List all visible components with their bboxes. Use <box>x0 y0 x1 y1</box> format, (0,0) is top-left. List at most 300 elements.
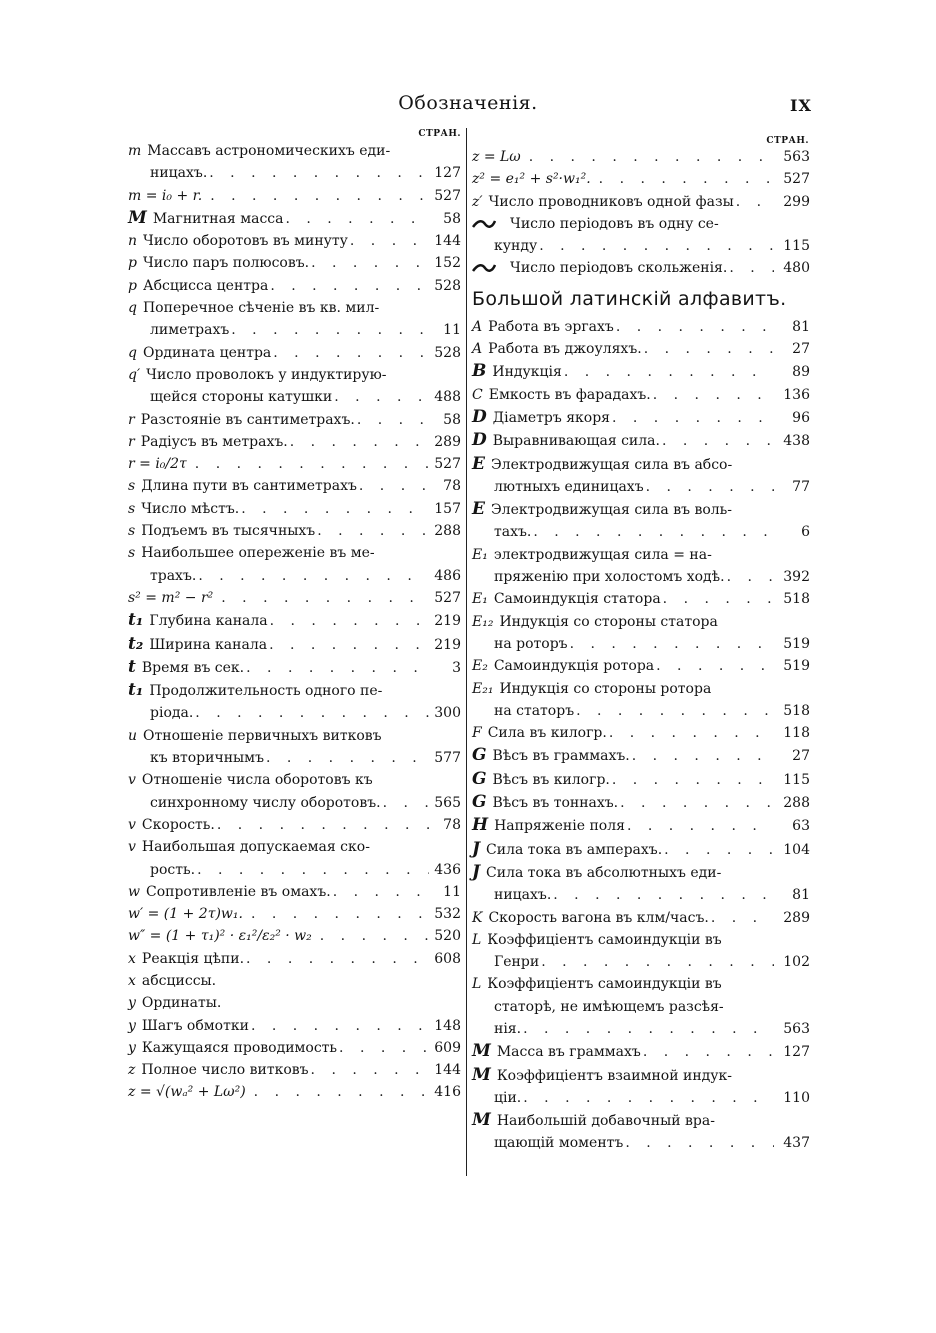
leader-dots <box>539 235 774 257</box>
entry-symbol: G <box>472 745 487 766</box>
entry-page: 486 <box>434 567 461 584</box>
entry-page: 148 <box>434 1017 461 1034</box>
index-entry <box>472 360 810 383</box>
entry-symbol: x <box>128 972 136 989</box>
entry-page: 520 <box>434 928 461 945</box>
entry-symbol: y <box>128 995 136 1012</box>
entry-text: Коэффиціентъ взаимной индук- <box>496 1067 733 1084</box>
entry-page: 89 <box>792 364 810 381</box>
entry-symbol: B <box>472 361 487 382</box>
entry-symbol: t₂ <box>128 633 144 654</box>
leader-dots <box>736 191 774 213</box>
leader-dots <box>627 815 774 837</box>
entry-text: Индукція со стороны ротора <box>499 680 712 697</box>
entry-symbol: A <box>472 318 483 335</box>
entry-page: 518 <box>783 591 810 608</box>
entry-page: 58 <box>443 210 461 227</box>
entry-line <box>128 903 461 925</box>
entry-text: ницахъ. <box>150 165 208 182</box>
entry-symbol: J <box>472 861 481 882</box>
entry-page: 288 <box>783 795 810 812</box>
index-entry <box>128 769 461 814</box>
entry-text: Выравнивающая сила. <box>492 433 660 450</box>
entry-line <box>472 406 810 429</box>
entry-symbol: s <box>128 545 136 562</box>
wave-icon <box>472 257 504 279</box>
entry-text: Подъемъ въ тысячныхъ <box>141 523 316 540</box>
entry-symbol: s <box>128 478 136 495</box>
entry-symbol: z = Lω <box>472 149 521 165</box>
entry-text: Кажущаяся проводимость <box>141 1039 338 1056</box>
entry-line <box>128 1059 461 1081</box>
entry-text: Емкость въ фарадахъ. <box>488 386 651 403</box>
entry-text: Ордината центра <box>142 344 272 361</box>
index-entry <box>472 973 810 1040</box>
index-entry <box>472 168 810 190</box>
entry-page: 480 <box>783 260 810 277</box>
entry-symbol: A <box>472 341 483 358</box>
entry-line <box>128 881 461 903</box>
entry-line <box>472 1018 810 1040</box>
entry-text: кунду <box>494 238 538 255</box>
entry-text: Коэффиціентъ самоиндукціи въ <box>487 976 722 993</box>
entry-symbol: p <box>128 277 137 294</box>
index-entry <box>472 1040 810 1063</box>
entry-symbol: r <box>128 433 135 450</box>
entry-page: 152 <box>434 255 461 272</box>
entry-text: ціи. <box>494 1089 522 1106</box>
entry-page: 438 <box>783 433 810 450</box>
entry-text: Число паръ полюсовъ. <box>142 255 310 272</box>
entry-text: Поперечное сѣченіе въ кв. мил- <box>142 300 380 317</box>
entry-line <box>472 498 810 521</box>
index-entry <box>128 520 461 542</box>
entry-line <box>128 1037 461 1059</box>
index-entry <box>128 814 461 836</box>
entry-text: Число періодовъ въ одну се- <box>510 215 719 232</box>
leader-dots <box>270 275 429 297</box>
entry-text: Самоиндукція статора <box>493 591 661 608</box>
entry-line <box>472 316 810 338</box>
index-entry <box>472 588 810 610</box>
entry-page: 27 <box>792 748 810 765</box>
entry-line <box>472 884 810 906</box>
entry-line <box>128 498 461 520</box>
entry-text: Магнитная масса <box>152 210 284 227</box>
leader-dots <box>195 453 429 475</box>
entry-text: абсциссы. <box>141 972 217 989</box>
index-entry <box>472 929 810 974</box>
entry-line <box>472 146 810 168</box>
entry-symbol: n <box>128 233 138 250</box>
entry-text: Работа въ эргахъ <box>488 318 614 335</box>
index-entry <box>472 257 810 279</box>
leader-dots <box>266 747 429 769</box>
leader-dots <box>270 610 429 632</box>
entry-symbol: t₁ <box>128 610 144 631</box>
entry-text: Время въ сек. <box>141 659 245 676</box>
entry-line <box>472 973 810 995</box>
leader-dots <box>553 884 774 906</box>
entry-page: 104 <box>783 841 810 858</box>
entry-symbol: E <box>472 453 485 474</box>
index-entry <box>128 656 461 679</box>
entry-symbol: L <box>472 976 482 993</box>
entry-page: 58 <box>443 411 461 428</box>
entry-symbol: u <box>128 727 138 744</box>
leader-dots <box>254 1081 429 1103</box>
leader-dots <box>570 633 774 655</box>
entry-symbol: z <box>128 1062 136 1079</box>
entry-line <box>128 386 461 408</box>
entry-symbol: G <box>472 792 487 813</box>
entry-text: Коэффиціентъ самоиндукціи въ <box>487 931 722 948</box>
entry-text: Продолжительность одного пе- <box>149 683 383 700</box>
entry-line <box>472 566 810 588</box>
entry-text: Вѣсъ въ тоннахъ. <box>492 795 619 812</box>
entry-line <box>128 656 461 679</box>
entry-text: Скорость. <box>141 816 215 833</box>
entry-line <box>128 702 461 724</box>
entry-line <box>472 861 810 884</box>
entry-symbol: r = i₀/2τ <box>128 456 187 473</box>
entry-page: 157 <box>434 500 461 517</box>
index-entry <box>472 191 810 213</box>
entry-symbol: M <box>472 1110 491 1131</box>
leader-dots <box>217 814 429 836</box>
entry-text: Отношеніе первичныхъ витковъ <box>143 727 382 744</box>
entry-line <box>472 168 810 190</box>
entry-text: Массавъ астрономическихъ еди- <box>147 143 391 159</box>
leader-dots <box>320 925 429 947</box>
leader-dots <box>523 1087 774 1109</box>
entry-page: 127 <box>783 1044 810 1061</box>
entry-line <box>472 1064 810 1087</box>
index-entry <box>128 1037 461 1059</box>
entry-text: Радіусъ въ метрахъ. <box>140 433 288 450</box>
leader-dots <box>663 588 774 610</box>
entry-page: 288 <box>434 523 461 540</box>
leader-dots <box>711 907 774 929</box>
entry-text: щающій моментъ <box>494 1135 624 1152</box>
entry-text: нія. <box>494 1020 522 1037</box>
entry-page: 299 <box>783 193 810 210</box>
leader-dots <box>195 702 429 724</box>
entry-text: Сила тока въ абсолютныхъ еди- <box>486 864 722 881</box>
leader-dots <box>269 634 429 656</box>
index-entry <box>472 722 810 744</box>
index-entry <box>472 861 810 907</box>
entry-page: 81 <box>792 318 810 335</box>
index-entry <box>472 907 810 929</box>
index-entry <box>472 838 810 861</box>
entry-line <box>128 609 461 632</box>
left-entry-list <box>128 140 461 1104</box>
entry-text: Число проводниковъ одной фазы <box>488 193 734 210</box>
entry-line <box>128 747 461 769</box>
entry-text: синхронному числу оборотовъ. <box>150 794 381 811</box>
entry-symbol: D <box>472 430 487 451</box>
entry-line <box>472 521 810 543</box>
index-entry <box>128 1059 461 1081</box>
entry-symbol: r <box>128 411 135 428</box>
leader-dots <box>609 722 774 744</box>
entry-line <box>128 769 461 791</box>
entry-line <box>472 235 810 257</box>
entry-line <box>128 792 461 814</box>
entry-page: 115 <box>783 238 810 255</box>
index-entry <box>128 948 461 970</box>
entry-page: 11 <box>443 322 461 339</box>
leader-dots <box>311 252 429 274</box>
entry-symbol: s <box>128 523 136 540</box>
right-column <box>466 128 810 1176</box>
entry-symbol: M <box>128 207 147 228</box>
leader-dots <box>350 230 429 252</box>
entry-line <box>472 814 810 837</box>
entry-text: Число періодовъ скольженія. <box>510 260 728 277</box>
entry-text: Ординаты. <box>141 995 222 1012</box>
entry-symbol: w <box>128 883 140 900</box>
index-entry <box>128 475 461 497</box>
entry-page: 78 <box>443 478 461 495</box>
index-entry <box>128 836 461 881</box>
leader-dots <box>285 208 429 230</box>
entry-line <box>128 542 461 564</box>
entry-text: Ширина канала <box>149 636 268 653</box>
entry-page: 437 <box>783 1135 810 1152</box>
index-entry <box>472 791 810 814</box>
entry-text: Шагъ обмотки <box>141 1017 249 1034</box>
leader-dots <box>656 655 774 677</box>
entry-text: Индукція со стороны статора <box>499 613 718 630</box>
index-entry <box>128 230 461 252</box>
index-entry <box>128 431 461 453</box>
entry-page: 11 <box>443 883 461 900</box>
entry-line <box>472 907 810 929</box>
entry-line <box>128 342 461 364</box>
entry-text: Число оборотовъ въ минуту <box>143 233 348 250</box>
entry-line <box>128 633 461 656</box>
index-entry <box>472 1064 810 1110</box>
entry-text: Число проволокъ у индуктирую- <box>146 366 387 383</box>
index-entry <box>128 925 461 947</box>
entry-symbol: m = i₀ + r. <box>128 187 203 204</box>
entry-page: 608 <box>434 950 461 967</box>
entry-symbol: K <box>472 909 483 926</box>
entry-text: Глубина канала <box>149 613 268 630</box>
page-column-header: СТРАН. <box>766 136 809 146</box>
index-entry <box>128 252 461 274</box>
entry-symbol: y <box>128 1017 136 1034</box>
entry-page: 518 <box>783 702 810 719</box>
entry-text: Вѣсъ въ килогр. <box>492 771 610 788</box>
entry-page: 3 <box>452 659 461 676</box>
entry-line <box>472 213 810 235</box>
entry-symbol: z = √(wₐ² + Lω²) <box>128 1084 246 1101</box>
entry-page: 96 <box>792 409 810 426</box>
entry-text: статорѣ, не имѣющемъ разсѣя- <box>494 998 724 1015</box>
entry-line <box>472 996 810 1018</box>
entry-line <box>128 297 461 319</box>
entry-symbol: H <box>472 815 489 836</box>
leader-dots <box>290 431 429 453</box>
leader-dots <box>662 430 774 452</box>
entry-text: Электродвижущая сила въ воль- <box>490 502 732 519</box>
entry-page: 136 <box>783 386 810 403</box>
entry-line <box>472 655 810 677</box>
index-entry <box>128 207 461 230</box>
index-entry <box>472 429 810 452</box>
entry-text: Наибольшее опереженіе въ ме- <box>141 545 375 562</box>
entry-line <box>472 1109 810 1132</box>
entry-symbol: E₁ <box>472 546 488 563</box>
entry-text: электродвижущая сила = на- <box>493 546 712 563</box>
entry-line <box>128 679 461 702</box>
right-entry-list <box>472 316 810 1155</box>
entry-line <box>472 768 810 791</box>
entry-line <box>128 992 461 1014</box>
index-entry <box>128 140 461 185</box>
entry-page: 289 <box>783 909 810 926</box>
left-column <box>128 128 461 1104</box>
entry-text: Генри <box>494 954 540 971</box>
entry-text: Работа въ джоуляхъ. <box>488 341 642 358</box>
entry-line <box>128 275 461 297</box>
entry-line <box>128 431 461 453</box>
index-entry <box>128 1081 461 1103</box>
entry-symbol: E₂₁ <box>472 680 494 697</box>
entry-symbol: q <box>128 344 137 361</box>
leader-dots <box>357 409 429 431</box>
entry-symbol: y <box>128 1039 136 1056</box>
entry-text: Сопротивленіе въ омахъ. <box>145 883 331 900</box>
entry-text: ріода. <box>150 705 194 722</box>
entry-page: 563 <box>783 149 810 165</box>
entry-text: Самоиндукція ротора <box>493 658 655 675</box>
leader-dots <box>339 1037 429 1059</box>
index-entry <box>128 725 461 770</box>
entry-page: 527 <box>434 456 461 473</box>
entry-text: пряженію при холостомъ ходѣ. <box>494 569 725 586</box>
right-top-entry-list <box>472 146 810 280</box>
leader-dots <box>523 1018 774 1040</box>
leader-dots <box>564 361 774 383</box>
entry-page: 609 <box>434 1039 461 1056</box>
leader-dots <box>576 700 774 722</box>
entry-line <box>472 429 810 452</box>
entry-symbol: E <box>472 499 485 520</box>
entry-text: щейся стороны катушки <box>150 389 333 406</box>
leader-dots <box>333 881 429 903</box>
leader-dots <box>273 342 429 364</box>
entry-page: 528 <box>434 344 461 361</box>
entry-page: 577 <box>434 750 461 767</box>
entry-page: 528 <box>434 277 461 294</box>
entry-page: 144 <box>434 233 461 250</box>
entry-line <box>128 520 461 542</box>
entry-text: Число мѣстъ. <box>141 500 240 517</box>
entry-symbol: x <box>128 950 136 967</box>
entry-text: Разстояніе въ сантиметрахъ. <box>140 411 355 428</box>
leader-dots <box>620 792 774 814</box>
index-entry <box>472 768 810 791</box>
entry-line <box>128 1081 461 1103</box>
entry-line <box>128 859 461 881</box>
entry-symbol: s² = m² − r² <box>128 589 214 606</box>
index-entry <box>472 744 810 767</box>
entry-line <box>128 207 461 230</box>
entry-page: 77 <box>792 478 810 495</box>
entry-page: 519 <box>783 635 810 652</box>
index-entry <box>472 406 810 429</box>
entry-symbol: q <box>128 300 137 317</box>
entry-line <box>472 360 810 383</box>
leader-dots <box>727 566 774 588</box>
entry-line <box>128 162 461 184</box>
entry-page: 115 <box>783 771 810 788</box>
leader-dots <box>533 521 774 543</box>
entry-line <box>472 744 810 767</box>
entry-line <box>472 191 810 213</box>
entry-line <box>472 1040 810 1063</box>
entry-line <box>128 587 461 609</box>
entry-text: трахъ. <box>150 567 197 584</box>
entry-line <box>472 929 810 951</box>
entry-text: на статоръ <box>494 702 575 719</box>
entry-symbol: D <box>472 406 487 427</box>
entry-symbol: m <box>128 143 142 159</box>
entry-text: Діаметръ якоря <box>492 409 610 426</box>
entry-text: Наибольшій добавочный вра- <box>496 1113 715 1130</box>
leader-dots <box>246 948 429 970</box>
entry-line <box>128 836 461 858</box>
entry-page: 436 <box>434 861 461 878</box>
leader-dots <box>231 319 429 341</box>
entry-symbol: w″ = (1 + τ₁)² · ε₁²/ε₂² · w₂ <box>128 928 312 945</box>
entry-symbol: p <box>128 255 137 272</box>
entry-symbol: E₁₂ <box>472 613 494 630</box>
entry-text: ницахъ. <box>494 887 552 904</box>
leader-dots <box>612 407 774 429</box>
entry-line <box>128 364 461 386</box>
leader-dots <box>643 1041 774 1063</box>
entry-text: Напряженіе поля <box>494 818 625 835</box>
index-entry <box>472 453 810 499</box>
leader-dots <box>383 792 429 814</box>
entry-symbol: q′ <box>128 366 141 383</box>
leader-dots <box>664 839 774 861</box>
entry-text: Длина пути въ сантиметрахъ <box>141 478 357 495</box>
entry-symbol: t <box>128 656 136 677</box>
leader-dots <box>541 951 774 973</box>
entry-page: 219 <box>434 613 461 630</box>
entry-page: 392 <box>783 569 810 586</box>
index-entry <box>472 544 810 589</box>
index-entry <box>472 384 810 406</box>
leader-dots <box>644 338 774 360</box>
entry-text: Масса въ граммахъ <box>496 1044 641 1061</box>
entry-symbol: M <box>472 1064 491 1085</box>
entry-line <box>472 791 810 814</box>
entry-text: Сила въ килогр. <box>487 725 607 742</box>
entry-line <box>128 185 461 207</box>
entry-symbol: C <box>472 386 483 403</box>
index-entry <box>128 609 461 632</box>
entry-line <box>128 319 461 341</box>
entry-line <box>472 1132 810 1154</box>
entry-symbol: s <box>128 500 136 517</box>
